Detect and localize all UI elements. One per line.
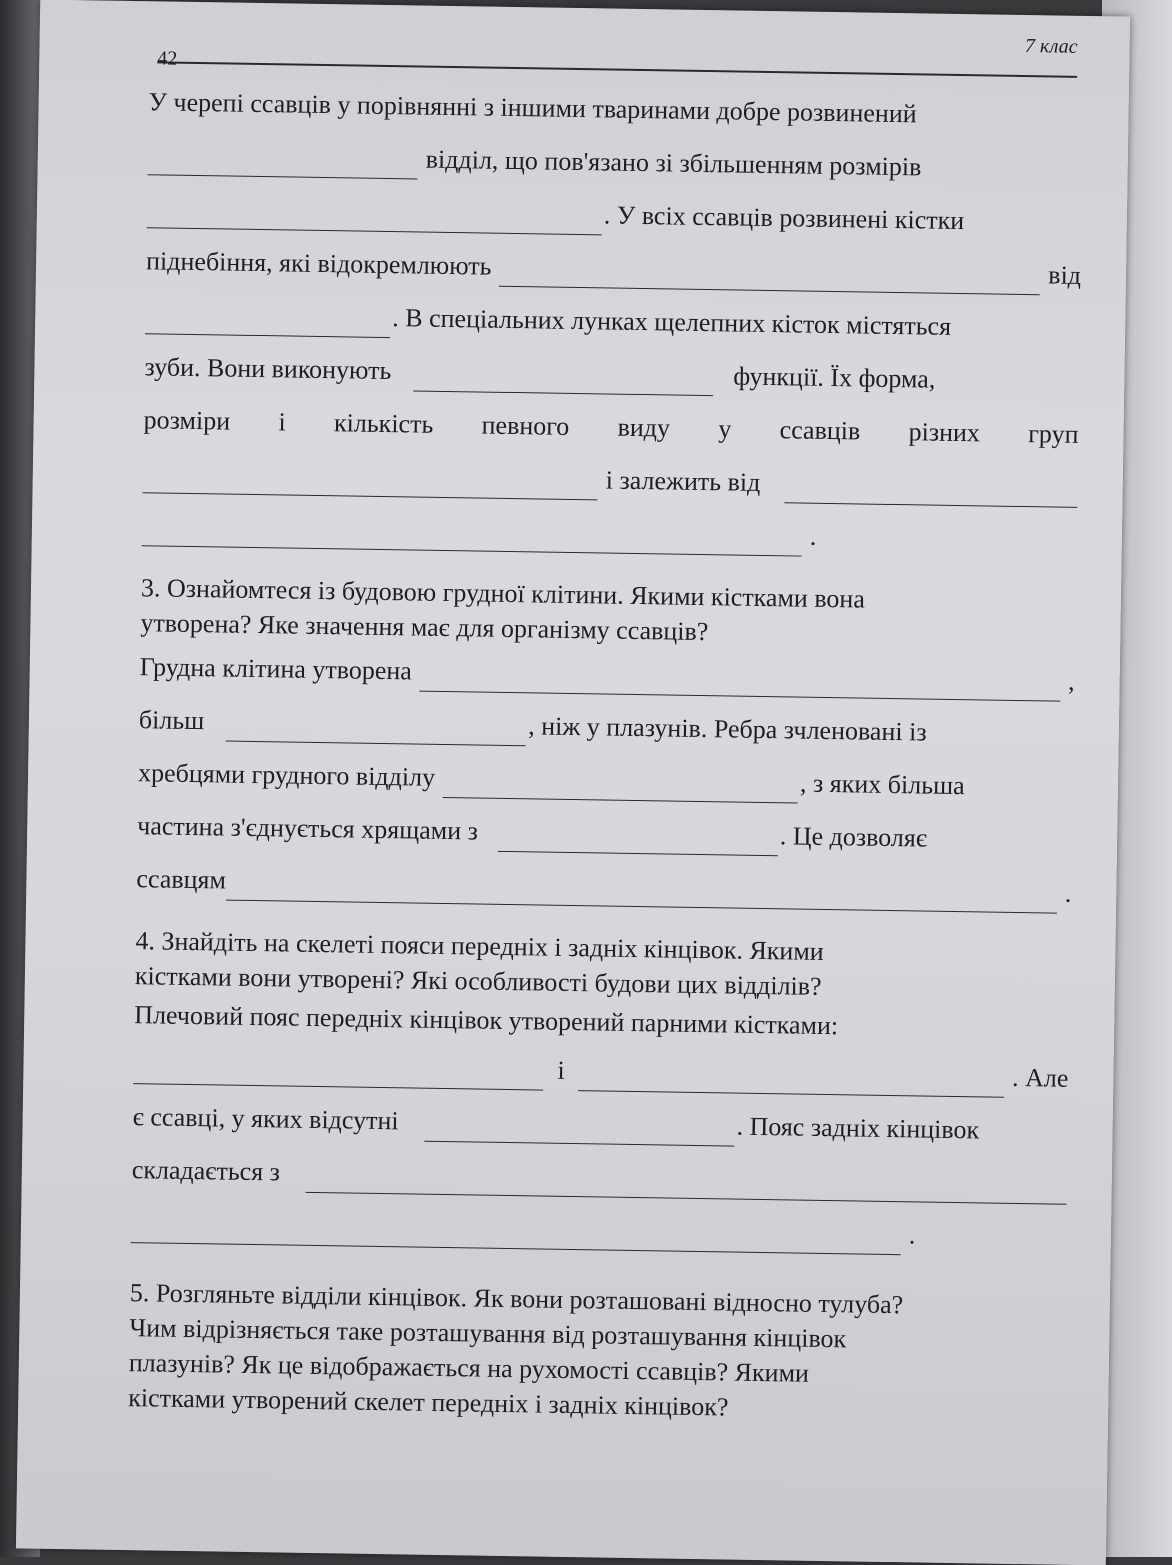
- text: , з яких більша: [799, 768, 965, 801]
- text: частина з'єднується хрящами з: [137, 811, 479, 846]
- text: Грудна клітина утворена: [139, 652, 413, 686]
- header-rule: [157, 61, 1077, 77]
- page-number: 42: [157, 47, 178, 70]
- answer-blank[interactable]: [131, 1212, 901, 1255]
- answer-blank[interactable]: [133, 1053, 543, 1090]
- text: і: [557, 1055, 565, 1085]
- answer-blank[interactable]: [142, 515, 802, 556]
- text: . Але: [1011, 1062, 1069, 1093]
- text: . В спеціальних лунках щелепних кісток містяться: [392, 303, 952, 341]
- answer-blank[interactable]: [147, 144, 417, 179]
- answer-blank[interactable]: [147, 197, 602, 235]
- answer-blank[interactable]: [306, 1162, 1067, 1205]
- text: .: [908, 1220, 916, 1250]
- text: хребцями грудного відділу: [137, 758, 436, 792]
- word: виду: [617, 412, 671, 443]
- text: У черепі ссавців у порівнянні з іншими тваринами добре розвинений: [148, 87, 917, 129]
- word: у: [718, 414, 732, 444]
- answer-blank[interactable]: [226, 870, 1057, 914]
- text: Плечовий пояс передніх кінцівок утворений парними кістками:: [134, 1000, 839, 1041]
- text: .: [1064, 878, 1072, 908]
- question-text: плазунів? Як це відображається на рухомості ссавців? Якими: [128, 1348, 810, 1388]
- question-text: 5. Розгляньте відділи кінцівок. Як вони розташовані відносно тулуба?: [129, 1278, 904, 1320]
- question-text: 4. Знайдіть на скелеті пояси передніх і задніх кінцівок. Якими: [135, 926, 824, 966]
- word: розміри: [143, 405, 231, 436]
- text: . Це дозволяє: [779, 821, 928, 853]
- word: певного: [481, 410, 570, 441]
- answer-blank[interactable]: [498, 821, 778, 856]
- answer-blank[interactable]: [784, 472, 1078, 508]
- text: є ссавці, у яких відсутні: [132, 1102, 399, 1136]
- answer-blank[interactable]: [578, 1060, 1004, 1098]
- answer-blank[interactable]: [413, 360, 713, 396]
- text: ссавцям: [136, 864, 227, 895]
- word: груп: [1028, 419, 1079, 449]
- grade-label: 7 клас: [1024, 35, 1078, 58]
- answer-blank[interactable]: [499, 256, 1040, 295]
- answer-blank[interactable]: [420, 661, 1061, 702]
- question-text: 3. Ознайомтеся із будовою грудної клітини. Якими кістками вона: [140, 573, 866, 614]
- answer-blank[interactable]: [424, 1111, 734, 1147]
- word: і: [278, 407, 286, 437]
- page-content: [128, 75, 1084, 1430]
- text: . У всіх ссавців розвинені кістки: [603, 200, 965, 236]
- answer-blank[interactable]: [443, 767, 798, 804]
- text: від: [1048, 260, 1082, 290]
- answer-blank[interactable]: [145, 303, 390, 338]
- text: більш: [138, 705, 205, 736]
- text: і залежить від: [605, 465, 761, 497]
- text: , ніж у плазунів. Ребра зчленовані із: [527, 711, 927, 747]
- text: відділ, що пов'язано зі збільшенням розмірів: [425, 144, 922, 182]
- text: . Пояс задніх кінцівок: [736, 1111, 980, 1145]
- question-text: кістками вони утворені? Які особливості будови цих відділів?: [134, 961, 822, 1001]
- word: ссавців: [779, 415, 861, 446]
- text: .: [809, 521, 817, 551]
- text: складається з: [131, 1155, 281, 1187]
- text: ,: [1067, 666, 1075, 696]
- answer-blank[interactable]: [142, 462, 597, 500]
- text: зуби. Вони виконують: [144, 352, 392, 386]
- word: різних: [908, 417, 981, 448]
- word: кількість: [333, 408, 434, 439]
- answer-blank[interactable]: [226, 711, 526, 747]
- question-text: утворена? Яке значення має для організму ссавців?: [140, 608, 709, 647]
- question-text: кістками утворений скелет передніх і задніх кінцівок?: [128, 1383, 729, 1422]
- text: функції. Їх форма,: [733, 361, 936, 394]
- text: піднебіння, які відокремлюють: [145, 246, 492, 281]
- question-text: Чим відрізняється таке розташування від розташування кінцівок: [129, 1313, 847, 1354]
- workbook-page: [16, 0, 1130, 1565]
